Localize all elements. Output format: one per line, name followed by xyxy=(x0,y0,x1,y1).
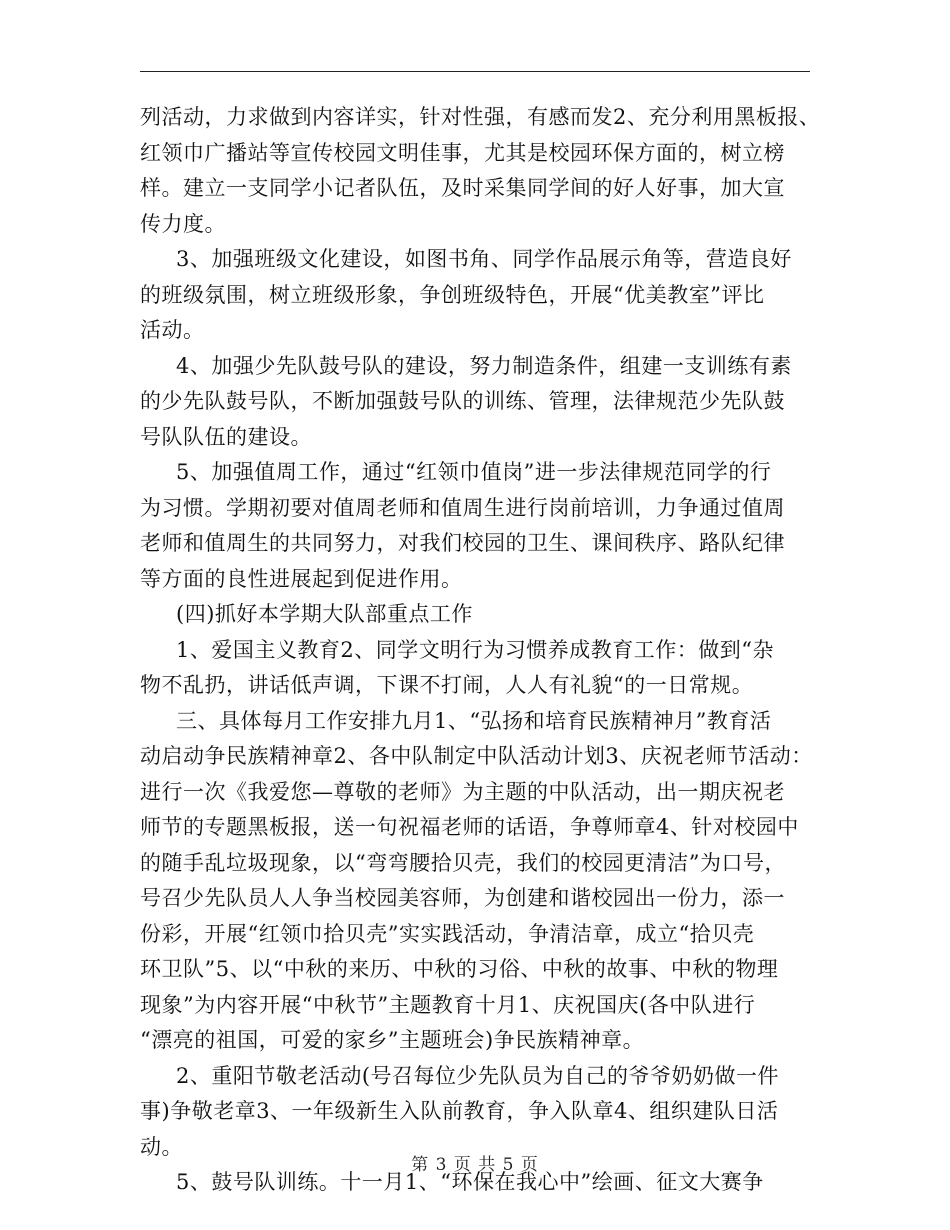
text-line: “漂亮的祖国，可爱的家乡”主题班会)争民族精神章。 xyxy=(140,1028,645,1052)
text-line: 传力度。 xyxy=(140,211,226,236)
text-line: 份彩，开展“红领巾拾贝壳”实实践活动，争清洁章，成立“拾贝壳 xyxy=(140,921,755,946)
text-line: 1、爱国主义教育2、同学文明行为习惯养成教育工作：做到“杂 xyxy=(176,637,774,662)
text-line: 的班级氛围，树立班级形象，争创班级特色，开展“优美教室”评比 xyxy=(140,282,765,307)
text-line: 5、鼓号队训练。十一月1、“环保在我心中”绘画、征文大赛争 xyxy=(176,1170,764,1194)
text-line: 动。 xyxy=(140,1134,183,1159)
text-line: 2、重阳节敬老活动(号召每位少先队员为自己的爷爷奶奶做一件 xyxy=(176,1063,780,1088)
text-line: 5、加强值周工作，通过“红领巾值岗”进一步法律规范同学的行 xyxy=(176,460,772,484)
text-line: 三、具体每月工作安排九月1、“弘扬和培育民族精神月”教育活 xyxy=(176,708,772,733)
text-line: 事)争敬老章3、一年级新生入队前教育，争入队章4、组织建队日活 xyxy=(140,1099,779,1123)
text-line: 的少先队鼓号队，不断加强鼓号队的训练、管理，法律规范少先队鼓 xyxy=(140,389,785,413)
text-line: 等方面的良性进展起到促进作用。 xyxy=(140,566,463,591)
text-line: 的随手乱垃圾现象，以“弯弯腰拾贝壳，我们的校园更清洁”为口号， xyxy=(140,850,786,875)
page-footer: 第 3 页 共 5 页 xyxy=(411,1155,539,1175)
text-line: 号召少先队员人人争当校园美容师，为创建和谐校园出一份力，添一 xyxy=(140,886,785,910)
text-line: 环卫队”5、以“中秋的来历、中秋的习俗、中秋的故事、中秋的物理 xyxy=(140,957,779,981)
text-line: 动启动争民族精神章2、各中队制定中队活动计划3、庆祝老师节活动： xyxy=(140,744,813,768)
text-line: 列活动，力求做到内容详实，针对性强，有感而发2、充分利用黑板报、 xyxy=(140,105,821,129)
text-line: 号队队伍的建设。 xyxy=(140,424,312,449)
document-body xyxy=(140,100,820,1201)
text-line: (四)抓好本学期大队部重点工作 xyxy=(176,602,473,626)
text-line: 师节的专题黑板报，送一句祝福老师的话语，争尊师章4、针对校园中 xyxy=(140,815,799,839)
header-rule xyxy=(140,71,810,72)
text-line: 物不乱扔，讲话低声调，下课不打闹，人人有礼貌“的一日常规。 xyxy=(140,673,754,697)
text-line: 样。建立一支同学小记者队伍，及时采集同学间的好人好事，加大宣 xyxy=(140,176,785,200)
text-line: 4、加强少先队鼓号队的建设，努力制造条件，组建一支训练有素 xyxy=(176,353,792,378)
text-line: 活动。 xyxy=(140,318,205,342)
text-line: 进行一次《我爱您—尊敬的老师》为主题的中队活动，出一期庆祝老 xyxy=(140,779,785,804)
text-line: 3、加强班级文化建设，如图书角、同学作品展示角等，营造良好 xyxy=(176,247,792,271)
text-line: 红领巾广播站等宣传校园文明佳事，尤其是校园环保方面的，树立榜 xyxy=(140,140,785,165)
text-line: 现象”为内容开展“中秋节”主题教育十月1、庆祝国庆(各中队进行 xyxy=(140,992,756,1017)
text-line: 老师和值周生的共同努力，对我们校园的卫生、课间秩序、路队纪律 xyxy=(140,531,785,555)
text-line: 为习惯。学期初要对值周老师和值周生进行岗前培训，力争通过值周 xyxy=(140,495,785,520)
